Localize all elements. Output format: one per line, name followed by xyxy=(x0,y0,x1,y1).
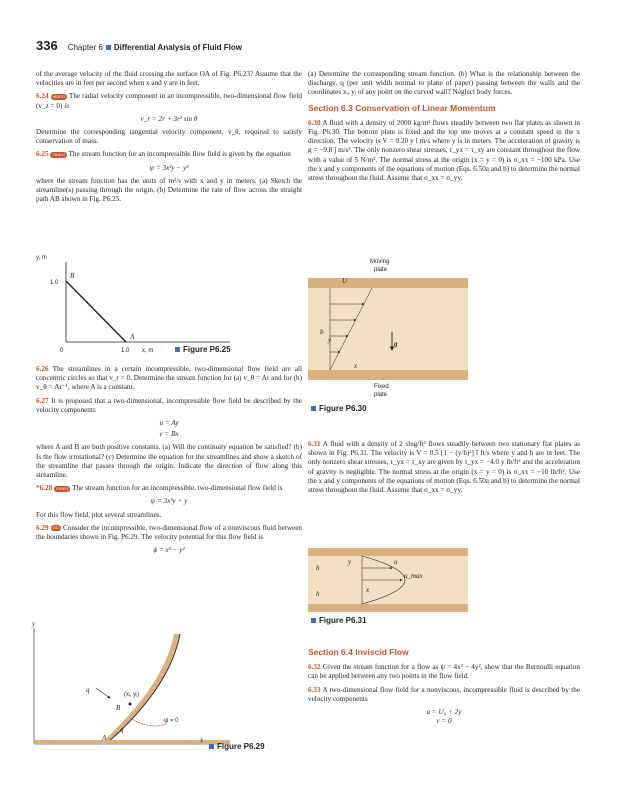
equation-6-29: ϕ = x² − y² xyxy=(153,546,185,555)
section-6-4-heading: Section 6.4 Inviscid Flow xyxy=(308,647,409,657)
square-icon xyxy=(175,347,180,352)
psi-zero-label: ψ = 0 xyxy=(164,718,179,724)
figure-p6-30-caption: Figure P6.30 xyxy=(308,404,367,413)
right-column-top xyxy=(308,70,580,187)
q-label-left: q xyxy=(86,686,90,694)
q-label-bottom: q xyxy=(120,726,124,734)
x-axis-label: x, m xyxy=(142,348,154,354)
y-label: y xyxy=(328,336,332,344)
section-6-3-heading: Section 6.3 Conservation of Linear Momentum xyxy=(308,102,496,113)
problem-6-31: 6.31 A fluid with a density of 2 slug/ft³ flows steadily between two stationary flat plates as shown in Fig. P6.31. The velocity is V = 0.5 [1 − (y/h)²] î ft/s where y and h are in feet. The only nonzero shear stresses, τ_yx = τ_xy are given by τ_yx = −4.0 y lb/ft² and the acceleration of gravity is negligible. The normal stress at the origin (x = y = 0) is σ_xx = −10 lb/ft². Use the x and y components of the equations of motion (Eqs. 6.50a and b) to determine the normal stress throughout the fluid. Assume that σ_xx = σ_yy. xyxy=(308,440,581,495)
top-plate xyxy=(308,278,468,288)
y-label: y xyxy=(348,558,352,566)
fixed-label: Fixed xyxy=(374,384,389,390)
go-badge[interactable]: GO xyxy=(52,525,59,531)
figure-p6-31-caption: Figure P6.31 xyxy=(308,616,367,625)
streamline xyxy=(130,718,166,726)
page-number: 336 xyxy=(36,38,58,53)
equation-6-24: v_r = 2r + 3r² sin θ xyxy=(140,114,198,123)
equation-6-28: ψ = 3x²y + y xyxy=(150,497,188,506)
top-plate xyxy=(308,548,468,556)
origin-label: 0 xyxy=(60,348,64,354)
bottom-plate xyxy=(308,604,468,612)
problem-6-25-after: where the stream function has the units of m²/s with x and y in meters. (a) Sketch the streamline(s) passing through the origin. (b) Determine the rate of flow across the straight path AB shown in Fig. P6.25. xyxy=(36,176,302,204)
figure-p6-29 xyxy=(30,618,310,753)
u-label: u xyxy=(394,558,398,566)
page-header xyxy=(36,38,242,53)
square-icon xyxy=(106,45,111,50)
h-label-top: h xyxy=(316,564,320,572)
problem-6-29: 6.29 GO Consider the incompressible, two-dimensional flow of a nonviscous fluid between the boundaries shown in Fig. P6.29. The velocity potential for this flow field is xyxy=(36,523,303,542)
problem-6-29-continuation: (a) Determine the corresponding stream function. (b) What is the relationship between the discharge, q (per unit width normal to plane of paper) passing between the walls and the coordinates xᵢ, yᵢ of any point on the curved wall? Neglect body forces. xyxy=(308,70,580,97)
h-label-bottom: h xyxy=(316,590,320,598)
video-badge[interactable]: VIDEO xyxy=(52,151,65,157)
y-tick-label: 1.0 xyxy=(50,280,59,286)
problem-6-23-continuation: of the average velocity of the fluid crossing the surface OA of Fig. P6.23? Assume that the velocities are in feet per second when x and y are in feet. xyxy=(36,70,302,88)
point-a-label: A xyxy=(130,333,135,341)
curved-wall-edge xyxy=(106,634,180,744)
figure-p6-25-caption: Figure P6.25 xyxy=(172,345,231,354)
equation-6-25: ψ = 3x²y − y³ xyxy=(149,163,189,172)
b-label: b xyxy=(320,328,324,336)
x-label: x xyxy=(354,362,358,370)
problem-6-27-after: where A and B are both positive constants. (a) Will the continuity equation be satisfied? (b) Is the flow irrotational? (c) Determine the equation for the streamlines and show a sketch of the streamline that passes through the origin. Indicate the direction of flow along this streamline. xyxy=(36,443,302,480)
problem-6-32: 6.32 Given the stream function for a flow as ψ = 4x² − 4y², show that the Bernoulli equation can be applied between any two points in the flow field. xyxy=(308,663,580,681)
point-b-label: B xyxy=(116,704,121,712)
x-label: x xyxy=(366,586,370,594)
x-tick-label: 1.0 xyxy=(121,348,130,354)
bottom-plate xyxy=(308,370,468,380)
left-column-bottom xyxy=(36,365,302,559)
equation-6-27-u: u = Ay xyxy=(159,419,179,428)
figure-p6-29-caption: Figure P6.29 xyxy=(206,742,265,751)
point-xi-yi xyxy=(129,703,132,706)
right-column-bottom xyxy=(308,648,580,726)
problem-6-28-after: For this flow field, plot several streamlines. xyxy=(36,510,162,519)
fluid-region xyxy=(308,288,468,370)
y-axis-label: y xyxy=(32,620,36,628)
square-icon xyxy=(311,618,316,623)
problem-6-28: *6.28 VIDEO The stream function for an incompressible, two-dimensional flow field is xyxy=(36,484,283,493)
moving-plate-label: plate xyxy=(374,267,388,273)
flow-arrow xyxy=(96,688,110,698)
problem-6-24: 6.24 VIDEO The radial velocity component in an incompressible, two-dimensional flow field (v_z = 0) is xyxy=(36,92,303,110)
chapter-label: Chapter 6 Differential Analysis of Fluid Flow xyxy=(67,43,243,52)
square-icon xyxy=(209,744,214,749)
equation-6-27-v: v = Bx xyxy=(159,430,179,439)
x-axis-label: x xyxy=(200,736,204,744)
problem-6-25: 6.25 VIDEO The stream function for an incompressible flow field is given by the equation xyxy=(36,150,291,159)
equation-6-33-u: u = U₀ + 2y xyxy=(426,708,462,717)
point-a-label: A xyxy=(102,734,107,742)
point-coord-label: (xᵢ, yᵢ) xyxy=(124,692,140,698)
figure-p6-30 xyxy=(308,254,468,400)
y-axis-label: y, m xyxy=(36,255,47,261)
problem-6-30: 6.30 A fluid with a density of 2000 kg/m³ flows steadily between two flat plates as shown in Fig. P6.30. The bottom plate is fixed and the top one moves at a constant speed in the x direction. The velocity is V = 0.20 y î m/s where y is in meters. The acceleration of gravity is g = −9.8 ĵ m/s². The only nonzero shear stresses, τ_yx = τ_xy are constant throughout the flow with a value of 5 N/m². The normal stress at the origin (x = y = 0) is σ_xx = −100 kPa. Use the x and y components of the equations of motion (Eqs. 6.50a and b) to determine the normal stress throughout the fluid. Assume that σ_xx = σ_yy. xyxy=(308,118,580,183)
problem-6-27: 6.27 It is proposed that a two-dimensional, incompressible flow field be described by the velocity components xyxy=(36,396,302,414)
umax-label: u_max xyxy=(404,572,423,580)
problem-6-26: 6.26 The streamlines in a certain incompressible, two-dimensional flow field are all concentric circles so that v_r = 0. Determine the stream function for (a) v_θ = Ar and for (b) v_θ = Ar⁻¹, where A is a constant. xyxy=(36,365,302,392)
problem-6-24-after: Determine the corresponding tangential velocity component, v_θ, required to satisfy conservation of mass. xyxy=(36,128,302,146)
problem-6-33: 6.33 A two-dimensional flow field for a nonviscous, incompressible fluid is described by the velocity components xyxy=(308,685,580,703)
curved-wall xyxy=(100,634,180,744)
square-icon xyxy=(311,406,316,411)
g-label: g xyxy=(394,340,398,348)
video-badge[interactable]: VIDEO xyxy=(55,485,69,491)
figure-p6-31 xyxy=(308,548,468,612)
problem-6-31-block xyxy=(308,440,580,499)
fixed-plate-label: plate xyxy=(374,392,388,398)
left-column-top xyxy=(36,70,302,208)
moving-label: Moving xyxy=(370,259,390,265)
u-label: U xyxy=(342,277,348,285)
equation-6-33-v: v = 0 xyxy=(436,717,452,726)
point-b-label: B xyxy=(70,272,75,280)
figure-p6-25 xyxy=(30,250,310,360)
path-ab xyxy=(66,281,126,342)
video-badge[interactable]: VIDEO xyxy=(52,93,66,99)
